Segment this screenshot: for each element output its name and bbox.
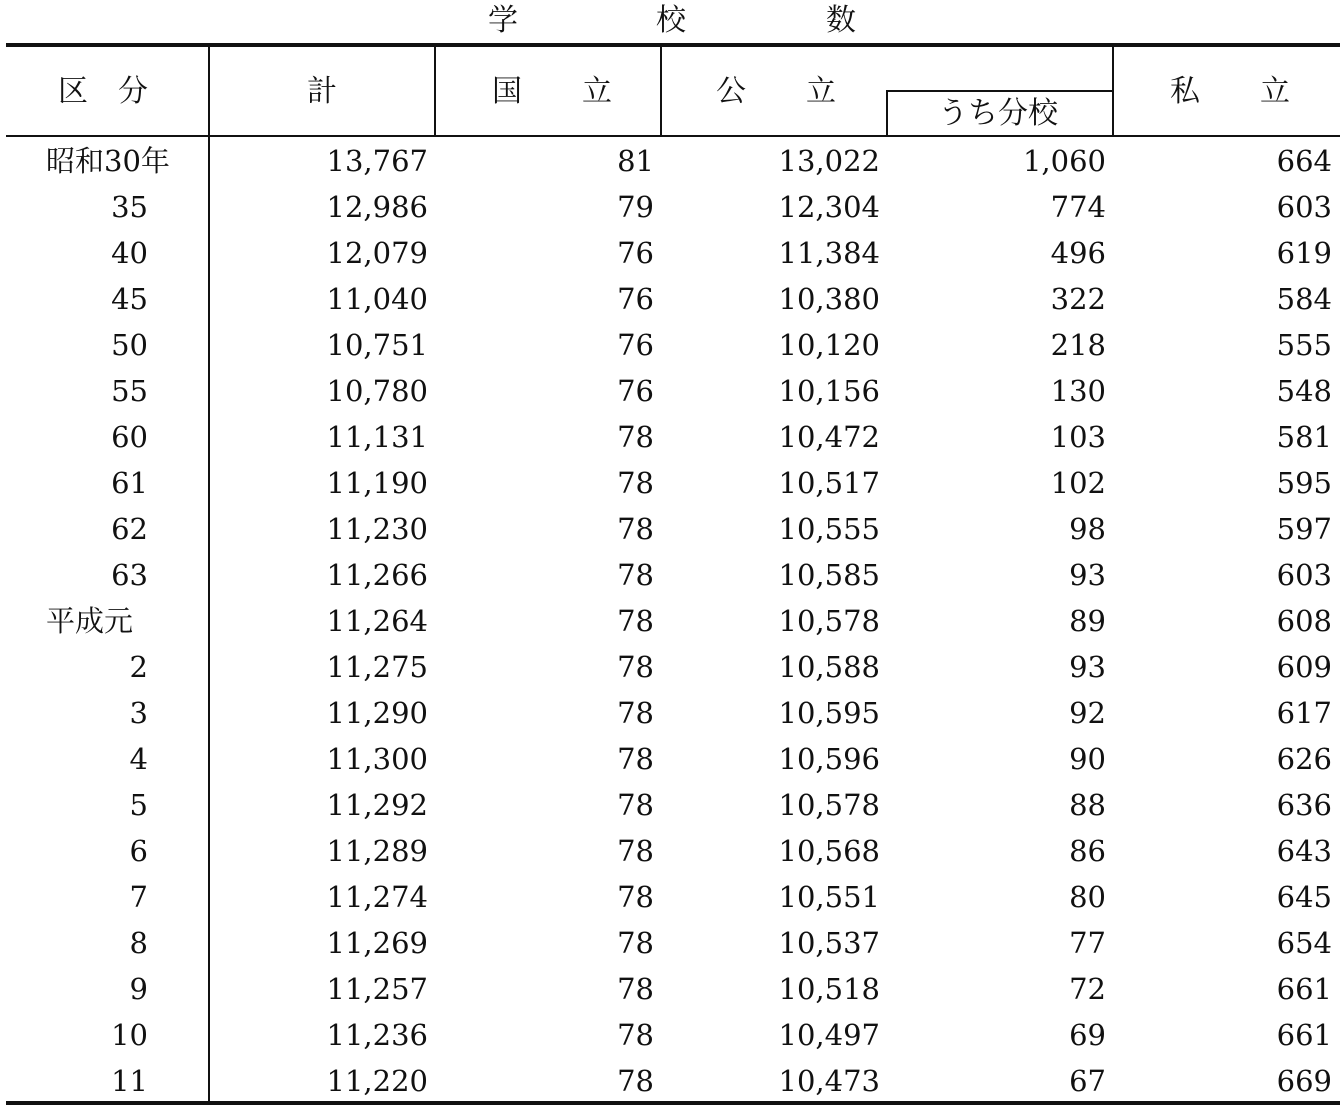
title-char-3: 数 [826,3,856,38]
divider-kokuritsu [660,47,662,136]
title-char-2: 校 [656,3,686,38]
cell-kubun: 5 [129,788,148,822]
cell-branch: 130 [1050,374,1106,408]
header-kei: 計 [307,74,337,109]
cell-branch: 93 [1069,650,1106,684]
cell-national: 78 [617,788,654,822]
cell-total: 11,257 [326,972,428,1006]
cell-kubun: 60 [111,420,148,454]
cell-branch: 93 [1069,558,1106,592]
cell-private: 664 [1276,144,1332,178]
cell-public: 10,120 [778,328,880,362]
cell-public: 10,537 [778,926,880,960]
header-uchi-bunkou: うち分校 [938,96,1058,131]
cell-branch: 72 [1069,972,1106,1006]
cell-public: 10,585 [778,558,880,592]
cell-public: 10,497 [778,1018,880,1052]
cell-public: 10,578 [778,788,880,822]
table-row [0,460,1344,506]
table-title [0,0,1344,42]
cell-total: 11,264 [326,604,428,638]
cell-private: 626 [1276,742,1332,776]
cell-branch: 69 [1069,1018,1106,1052]
cell-private: 581 [1276,420,1332,454]
cell-kubun: 61 [111,466,148,500]
table-row [0,644,1344,690]
cell-private: 654 [1276,926,1332,960]
table-row [0,230,1344,276]
cell-branch: 218 [1050,328,1106,362]
cell-national: 78 [617,512,654,546]
cell-kubun: 7 [129,880,148,914]
cell-kubun: 6 [129,834,148,868]
cell-total: 11,230 [326,512,428,546]
cell-kubun: 11 [111,1064,148,1098]
cell-national: 78 [617,834,654,868]
cell-total: 11,131 [326,420,428,454]
cell-branch: 774 [1050,190,1106,224]
cell-public: 10,555 [778,512,880,546]
title-char-1: 学 [488,3,518,38]
cell-national: 76 [617,282,654,316]
table-row [0,138,1344,184]
cell-national: 78 [617,650,654,684]
table-row [0,1012,1344,1058]
divider-bunkou-left [886,90,888,136]
cell-kubun: 9 [129,972,148,1006]
cell-private: 597 [1276,512,1332,546]
table-row [0,184,1344,230]
cell-private: 603 [1276,190,1332,224]
cell-private: 643 [1276,834,1332,868]
cell-total: 11,220 [326,1064,428,1098]
cell-total: 10,751 [326,328,428,362]
header-kubun: 区 分 [58,74,148,109]
cell-private: 661 [1276,972,1332,1006]
cell-national: 78 [617,420,654,454]
cell-national: 78 [617,926,654,960]
cell-branch: 92 [1069,696,1106,730]
cell-public: 10,517 [778,466,880,500]
cell-total: 13,767 [326,144,428,178]
cell-national: 78 [617,880,654,914]
cell-national: 76 [617,374,654,408]
cell-branch: 86 [1069,834,1106,868]
cell-kubun: 50 [111,328,148,362]
cell-national: 78 [617,1018,654,1052]
subheader-rule [886,90,1114,92]
table-row [0,736,1344,782]
cell-public: 10,472 [778,420,880,454]
table-row [0,782,1344,828]
cell-public: 10,578 [778,604,880,638]
cell-branch: 90 [1069,742,1106,776]
cell-branch: 496 [1050,236,1106,270]
cell-national: 81 [617,144,654,178]
cell-total: 11,236 [326,1018,428,1052]
cell-national: 76 [617,236,654,270]
cell-public: 10,518 [778,972,880,1006]
cell-national: 78 [617,1064,654,1098]
cell-kubun: 10 [111,1018,148,1052]
cell-total: 11,292 [326,788,428,822]
cell-total: 11,290 [326,696,428,730]
cell-kubun: 63 [111,558,148,592]
header-kokuritsu: 国 立 [492,74,612,109]
cell-branch: 103 [1050,420,1106,454]
cell-kubun: 3 [129,696,148,730]
cell-kubun: 4 [129,742,148,776]
cell-branch: 77 [1069,926,1106,960]
cell-private: 617 [1276,696,1332,730]
table-row [0,368,1344,414]
cell-kubun: 昭和30年 [46,144,170,178]
cell-total: 11,300 [326,742,428,776]
cell-private: 555 [1276,328,1332,362]
cell-branch: 322 [1050,282,1106,316]
table-row [0,966,1344,1012]
table-row [0,598,1344,644]
divider-kouritsu [1112,47,1114,136]
cell-kubun: 45 [111,282,148,316]
cell-public: 10,551 [778,880,880,914]
cell-kubun: 62 [111,512,148,546]
cell-private: 669 [1276,1064,1332,1098]
cell-public: 10,596 [778,742,880,776]
cell-private: 645 [1276,880,1332,914]
cell-public: 12,304 [778,190,880,224]
cell-private: 609 [1276,650,1332,684]
cell-total: 11,274 [326,880,428,914]
cell-private: 619 [1276,236,1332,270]
cell-total: 11,040 [326,282,428,316]
cell-private: 603 [1276,558,1332,592]
cell-national: 78 [617,466,654,500]
cell-total: 10,780 [326,374,428,408]
header-bottom-rule [6,135,1340,137]
table-row [0,1058,1344,1104]
cell-national: 76 [617,328,654,362]
cell-national: 79 [617,190,654,224]
cell-total: 11,190 [326,466,428,500]
divider-kei [434,47,436,136]
cell-public: 10,568 [778,834,880,868]
cell-private: 548 [1276,374,1332,408]
cell-kubun: 35 [111,190,148,224]
cell-national: 78 [617,558,654,592]
cell-total: 12,079 [326,236,428,270]
cell-public: 10,473 [778,1064,880,1098]
cell-branch: 102 [1050,466,1106,500]
cell-public: 13,022 [778,144,880,178]
top-rule [6,43,1340,47]
cell-public: 10,156 [778,374,880,408]
cell-public: 10,588 [778,650,880,684]
table-row [0,552,1344,598]
cell-kubun: 55 [111,374,148,408]
cell-branch: 98 [1069,512,1106,546]
table-row [0,828,1344,874]
cell-public: 10,380 [778,282,880,316]
cell-total: 11,266 [326,558,428,592]
cell-branch: 80 [1069,880,1106,914]
cell-total: 11,289 [326,834,428,868]
table-row [0,506,1344,552]
table-row [0,690,1344,736]
cell-total: 11,275 [326,650,428,684]
cell-branch: 1,060 [1022,144,1106,178]
cell-national: 78 [617,604,654,638]
cell-branch: 88 [1069,788,1106,822]
cell-private: 584 [1276,282,1332,316]
cell-kubun: 40 [111,236,148,270]
table-row [0,874,1344,920]
table-row [0,276,1344,322]
cell-public: 10,595 [778,696,880,730]
cell-branch: 89 [1069,604,1106,638]
cell-national: 78 [617,696,654,730]
cell-kubun: 8 [129,926,148,960]
cell-national: 78 [617,742,654,776]
cell-total: 12,986 [326,190,428,224]
cell-private: 636 [1276,788,1332,822]
header-kouritsu: 公 立 [716,74,836,109]
cell-private: 595 [1276,466,1332,500]
table-row [0,322,1344,368]
cell-public: 11,384 [778,236,880,270]
cell-branch: 67 [1069,1064,1106,1098]
table-row [0,414,1344,460]
header-shiritsu: 私 立 [1170,74,1290,109]
cell-private: 608 [1276,604,1332,638]
cell-kubun: 平成元 [46,604,134,638]
cell-total: 11,269 [326,926,428,960]
cell-kubun: 2 [129,650,148,684]
cell-national: 78 [617,972,654,1006]
cell-private: 661 [1276,1018,1332,1052]
table-row [0,920,1344,966]
